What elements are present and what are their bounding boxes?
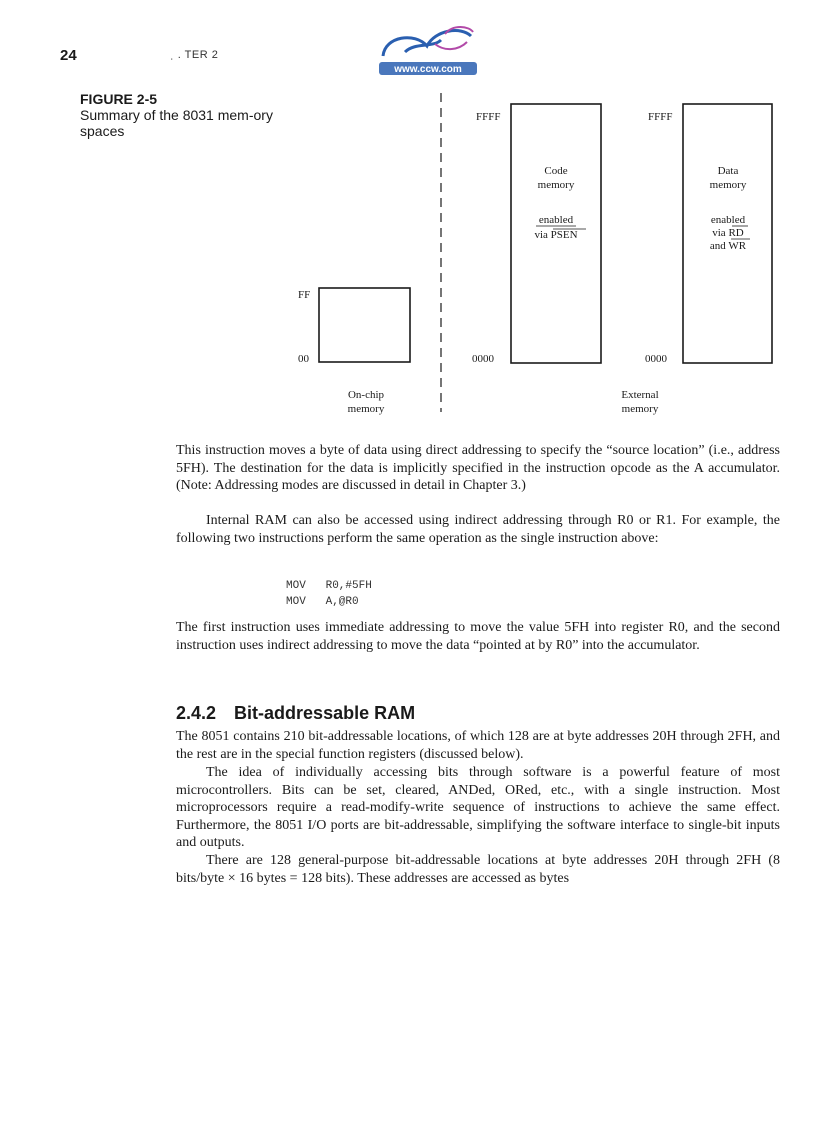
external-label: External [621,389,659,401]
code-bottom-address: 0000 [472,353,494,365]
code-line: MOV R0,#5FH [286,580,372,592]
paragraph-direct-addressing: This instruction moves a byte of data using direct addressing to specify the “source location” (i.e., address 5FH). The destination for the data is implicitly specified in the instruction opcode as the A accumulator. (Note: Addressing modes are discussed in detail in Chapter 3.) [176,443,780,493]
memory-spaces-diagram [0,0,816,430]
code-memory-title: Code [544,165,568,177]
page-number: 24 [60,47,77,64]
data-enable-signal-rd: via RD [712,227,744,239]
section-heading [176,703,415,724]
data-bottom-address: 0000 [645,353,667,365]
figure-label: FIGURE 2-5 [80,91,158,107]
onchip-label-2: memory [347,403,385,415]
code-line: MOV A,@R0 [286,596,359,608]
data-top-address: FFFF [648,111,673,123]
onchip-top-address: FF [298,289,311,301]
paragraph-code-explanation: The first instruction uses immediate addressing to move the value 5FH into register R0, and the second instruction uses indirect addressing to move the data “pointed at by R0” into the accumulator. [176,620,780,653]
paragraph-bit-access: The idea of individually accessing bits through software is a powerful feature of most microcontrollers. Bits can be set, cleared, ANDed, ORed, etc., with a single instruction. Most microprocessors require a read-modify-write sequence of instructions to achieve the same effect. Furthermore, the 8051 I/O ports are bit-addressable, simplifying the software interface to single-bit inputs and outputs. [176,765,780,850]
section-number: 2.4.2 [176,703,217,723]
paragraph-general-purpose-bits: There are 128 general-purpose bit-addressable locations at byte addresses 20H through 2FH (8 bits/byte × 16 bytes = 128 bits). These addresses are accessed as bytes [176,853,780,886]
code-block [286,578,372,610]
data-enable-text: enabled [710,214,746,226]
figure-caption-text: Summary of the 8031 mem-ory spaces [80,107,273,139]
data-memory-title: Data [717,165,739,177]
code-enable-text: enabled [538,214,574,226]
onchip-memory-box [319,288,410,362]
external-label-2: memory [621,403,659,415]
code-enable-signal: via PSEN [534,229,578,241]
code-top-address: FFFF [476,111,501,123]
data-enable-signal-wr: and WR [709,240,747,252]
paragraph-bit-locations: The 8051 contains 210 bit-addressable locations, of which 128 are at byte addresses 20H through 2FH, and the rest are in the special function registers (discussed below). [176,729,780,762]
chapter-label: ˌ . TER 2 [170,49,219,61]
paragraph-indirect-addressing: Internal RAM can also be accessed using indirect addressing through R0 or R1. For example, the following two instructions perform the same operation as the single instruction above: [176,513,780,546]
watermark-text: www.ccw.com [394,64,462,75]
onchip-bottom-address: 00 [298,353,309,365]
section-title: Bit-addressable RAM [234,703,416,723]
code-memory-title-2: memory [537,179,575,191]
onchip-label: On-chip [347,389,385,401]
data-memory-title-2: memory [709,179,747,191]
